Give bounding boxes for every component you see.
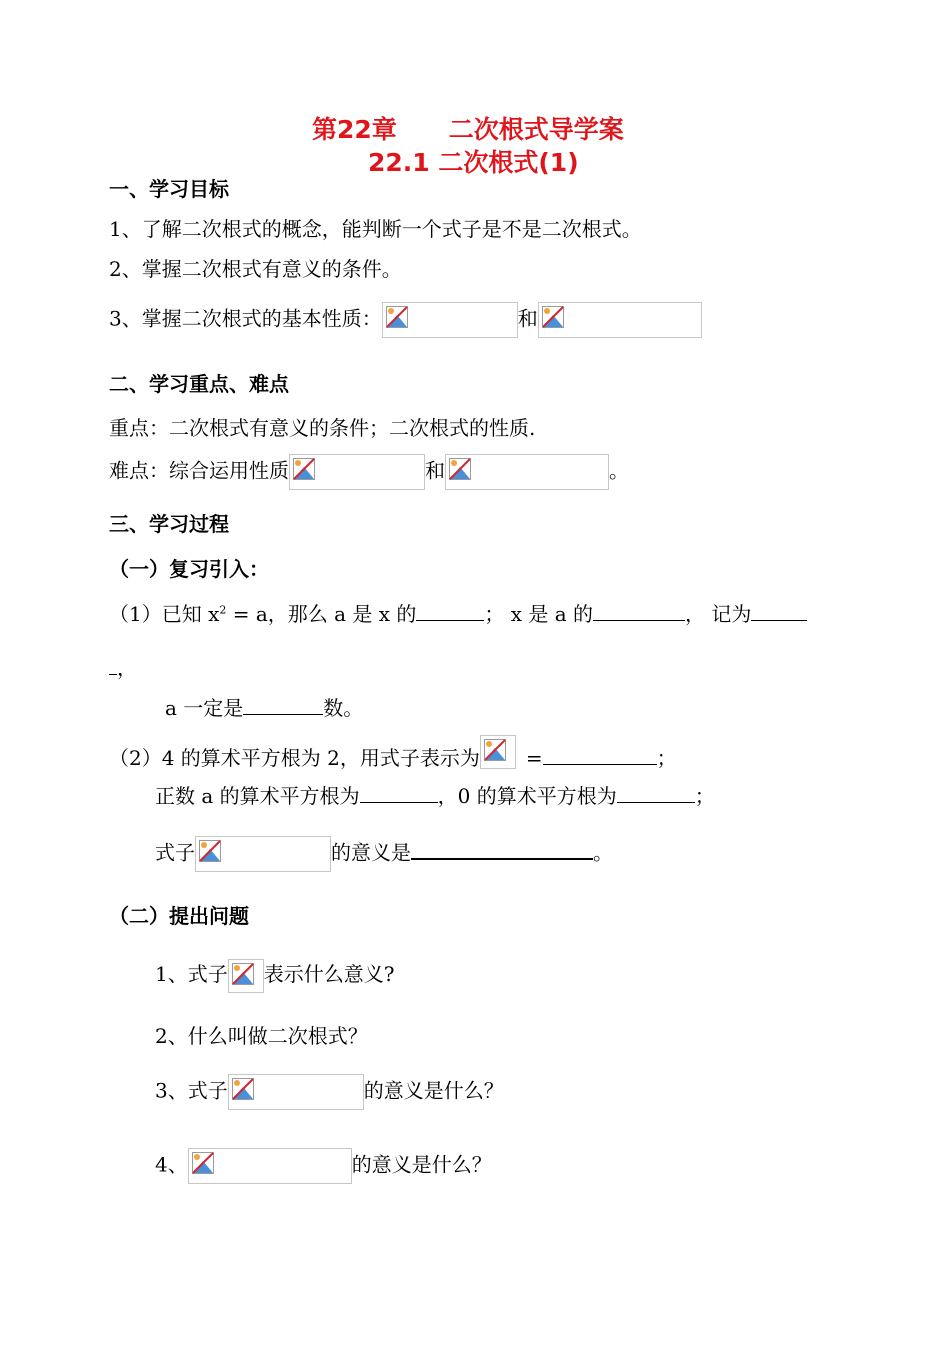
goal-item-2: 2、掌握二次根式有意义的条件。 (109, 257, 402, 281)
p4-text-b: 的意义是什么？ (351, 1152, 492, 1177)
q2-text-a: （2）4 的算术平方根为 2，用式子表示为 (109, 746, 480, 770)
question-1-wrap (109, 652, 137, 681)
broken-image-icon (484, 739, 506, 761)
problem-4 (155, 1148, 492, 1184)
broken-image-icon (542, 306, 564, 328)
section-title: 22.1 二次根式(1) (368, 148, 579, 177)
q2-line2-text-a: 正数 a 的算术平方根为 (155, 784, 360, 808)
question-1-line2 (165, 692, 363, 721)
fill-blank[interactable] (109, 656, 117, 675)
fill-blank[interactable] (411, 840, 593, 860)
fill-blank[interactable] (593, 602, 685, 621)
equals-text: = (525, 746, 543, 770)
p3-text-b: 的意义是什么？ (363, 1078, 504, 1103)
q1-text-a: （1）已知 x (109, 602, 220, 626)
fill-blank[interactable] (617, 784, 695, 803)
fill-blank[interactable] (751, 602, 807, 621)
formula-image (228, 959, 264, 993)
formula-image (195, 836, 331, 872)
and-text: 和 (517, 306, 538, 331)
formula-image (382, 302, 518, 338)
broken-image-icon (199, 840, 221, 862)
broken-image-icon (192, 1152, 214, 1174)
fill-blank[interactable] (243, 696, 323, 715)
question-2-line (109, 735, 677, 771)
goal-item-3 (109, 302, 702, 338)
q2-text-c: ； (656, 746, 677, 770)
q1-superscript: 2 (219, 603, 227, 617)
difficulty-line (109, 454, 629, 490)
problem-2: 2、什么叫做二次根式？ (155, 1024, 368, 1048)
broken-image-icon (449, 458, 471, 480)
broken-image-icon (293, 458, 315, 480)
subsection-heading-questions: （二）提出问题 (109, 904, 249, 928)
and-text: 和 (425, 458, 445, 483)
p1-text-a: 1、式子 (155, 962, 228, 986)
goal-item-1: 1、了解二次根式的概念，能判断一个式子是不是二次根式。 (109, 217, 642, 241)
formula-image (289, 454, 425, 490)
q2-line3-text-b: 的意义是 (331, 840, 411, 865)
question-1-line (109, 598, 807, 627)
fill-blank[interactable] (360, 784, 438, 803)
subsection-heading-review: （一）复习引入： (109, 557, 269, 581)
p3-text-a: 3、式子 (155, 1078, 228, 1103)
p4-text-a: 4、 (155, 1152, 188, 1177)
fill-blank[interactable] (416, 602, 484, 621)
q1-line2-text-b: 数。 (323, 696, 364, 720)
broken-image-icon (232, 1078, 254, 1100)
broken-image-icon (386, 306, 408, 328)
section-heading-process: 三、学习过程 (109, 512, 229, 536)
q1-text-c: ； x 是 a 的 (484, 602, 594, 626)
q1-text-e: ， (117, 656, 137, 680)
key-point-text: 重点：二次根式有意义的条件；二次根式的性质. (109, 416, 536, 440)
difficulty-text: 难点：综合运用性质 (109, 458, 289, 483)
q1-text-d: ， 记为 (685, 602, 752, 626)
q2-line3-text-a: 式子 (155, 840, 195, 865)
q1-text-b: = a，那么 a 是 x 的 (226, 602, 417, 626)
question-2-line2 (155, 780, 715, 809)
formula-image (228, 1074, 364, 1110)
formula-image (480, 735, 516, 769)
goal-item-3-text: 3、掌握二次根式的基本性质： (109, 306, 382, 331)
doc-title: 二次根式导学案 (448, 115, 624, 144)
problem-3 (155, 1074, 504, 1110)
period-text: 。 (609, 458, 629, 483)
page-title (312, 110, 624, 146)
broken-image-icon (232, 963, 254, 985)
chapter-label: 第22章 (312, 115, 397, 144)
q2-line2-text-c: ； (694, 784, 715, 808)
fill-blank[interactable] (543, 746, 657, 765)
formula-image (188, 1148, 352, 1184)
formula-image (445, 454, 609, 490)
formula-image (538, 302, 702, 338)
q1-line2-text-a: a 一定是 (165, 696, 244, 720)
problem-1 (155, 958, 394, 993)
p1-text-b: 表示什么意义? (263, 962, 395, 986)
q2-line2-text-b: ，0 的算术平方根为 (437, 784, 617, 808)
question-2-line3 (155, 836, 613, 872)
q2-line3-text-c: 。 (593, 840, 613, 865)
section-heading-goals: 一、学习目标 (109, 177, 229, 201)
section-heading-keypoints: 二、学习重点、难点 (109, 372, 289, 396)
